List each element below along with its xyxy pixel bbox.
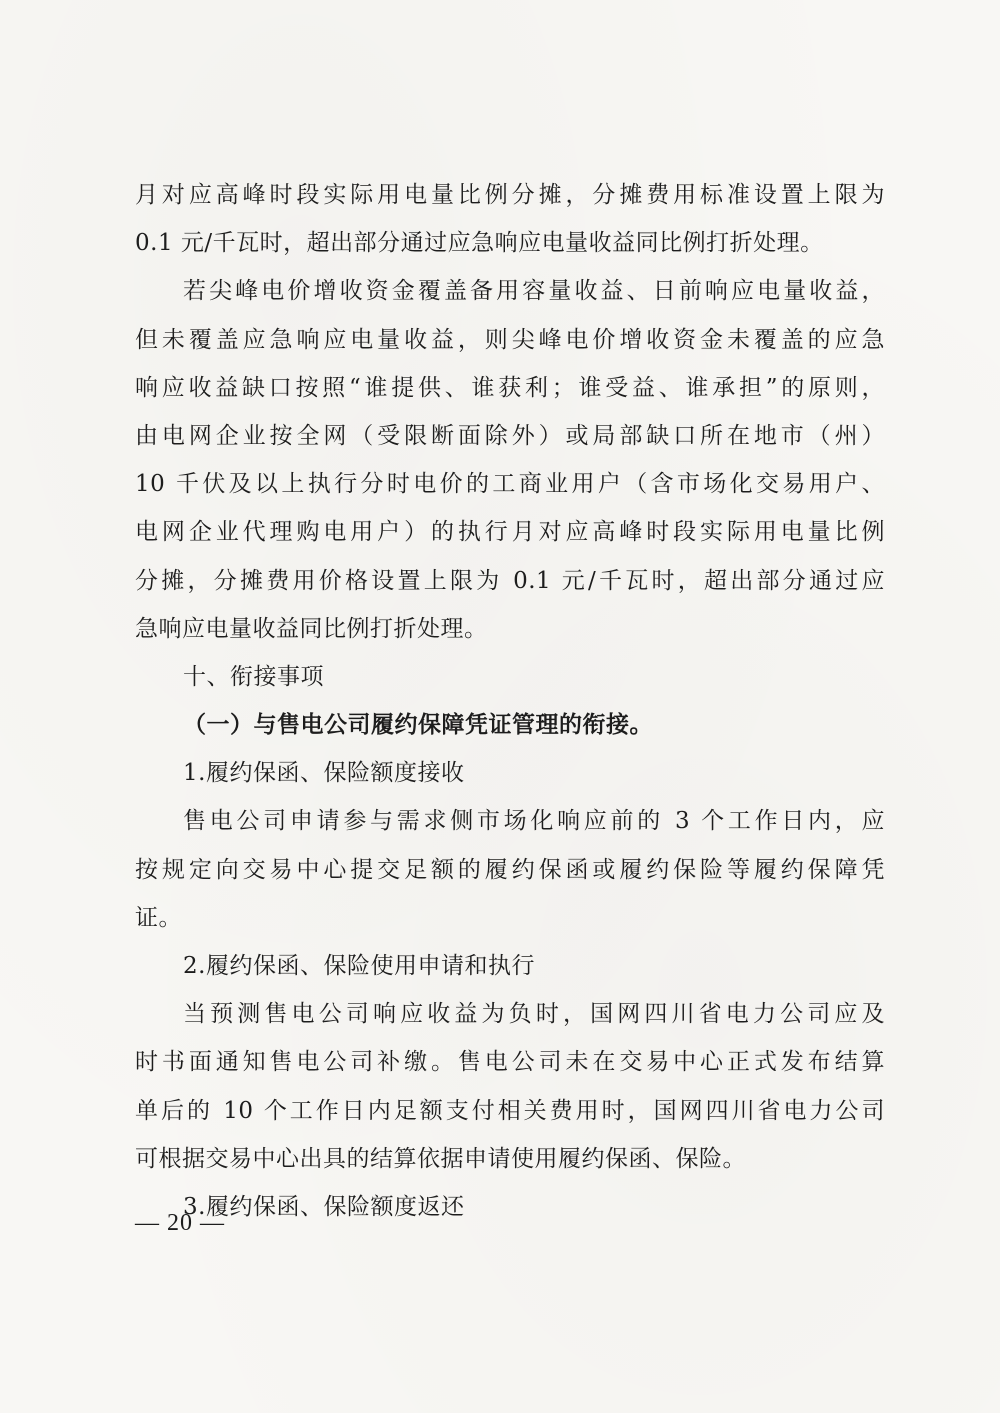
text-line: 当预测售电公司响应收益为负时，国网四川省电力公司应及 — [183, 1001, 885, 1028]
text-line: 售电公司申请参与需求侧市场化响应前的 3 个工作日内，应 — [183, 808, 885, 835]
section-heading: 十、衔接事项 — [183, 663, 324, 690]
text-line: 0.1 元/千瓦时，超出部分通过应急响应电量收益同比例打折处理。 — [135, 230, 824, 257]
text-line: 电网企业代理购电用户）的执行月对应高峰时段实际用电量比例 — [135, 519, 885, 546]
text-line: 单后的 10 个工作日内足额支付相关费用时，国网四川省电力公司 — [135, 1097, 885, 1124]
item-heading: 2.履约保函、保险使用申请和执行 — [183, 953, 535, 979]
subsection-heading: （一）与售电公司履约保障凭证管理的衔接。 — [183, 711, 653, 739]
page-number: — 20 — — [135, 1210, 225, 1236]
text-line: 但未覆盖应急响应电量收益，则尖峰电价增收资金未覆盖的应急 — [135, 326, 885, 353]
text-line: 可根据交易中心出具的结算依据申请使用履约保函、保险。 — [135, 1145, 746, 1172]
item-heading: 1.履约保函、保险额度接收 — [183, 760, 465, 787]
item-heading: 3.履约保函、保险额度返还 — [183, 1193, 465, 1220]
text-line: 按规定向交易中心提交足额的履约保函或履约保险等履约保障凭 — [135, 856, 885, 883]
text-line: 分摊，分摊费用价格设置上限为 0.1 元/千瓦时，超出部分通过应 — [135, 567, 885, 594]
text-line: 若尖峰电价增收资金覆盖备用容量收益、日前响应电量收益， — [183, 278, 885, 305]
text-line: 10 千伏及以上执行分时电价的工商业用户（含市场化交易用户、 — [135, 471, 885, 498]
text-line: 急响应电量收益同比例打折处理。 — [135, 615, 488, 642]
text-line: 时书面通知售电公司补缴。售电公司未在交易中心正式发布结算 — [135, 1049, 885, 1076]
text-line: 由电网企业按全网（受限断面除外）或局部缺口所在地市（州） — [135, 422, 885, 449]
text-line: 月对应高峰时段实际用电量比例分摊，分摊费用标准设置上限为 — [135, 182, 885, 208]
text-line: 证。 — [135, 904, 182, 931]
text-line: 响应收益缺口按照“谁提供、谁获利；谁受益、谁承担”的原则， — [135, 374, 885, 401]
document-body — [135, 171, 885, 1231]
